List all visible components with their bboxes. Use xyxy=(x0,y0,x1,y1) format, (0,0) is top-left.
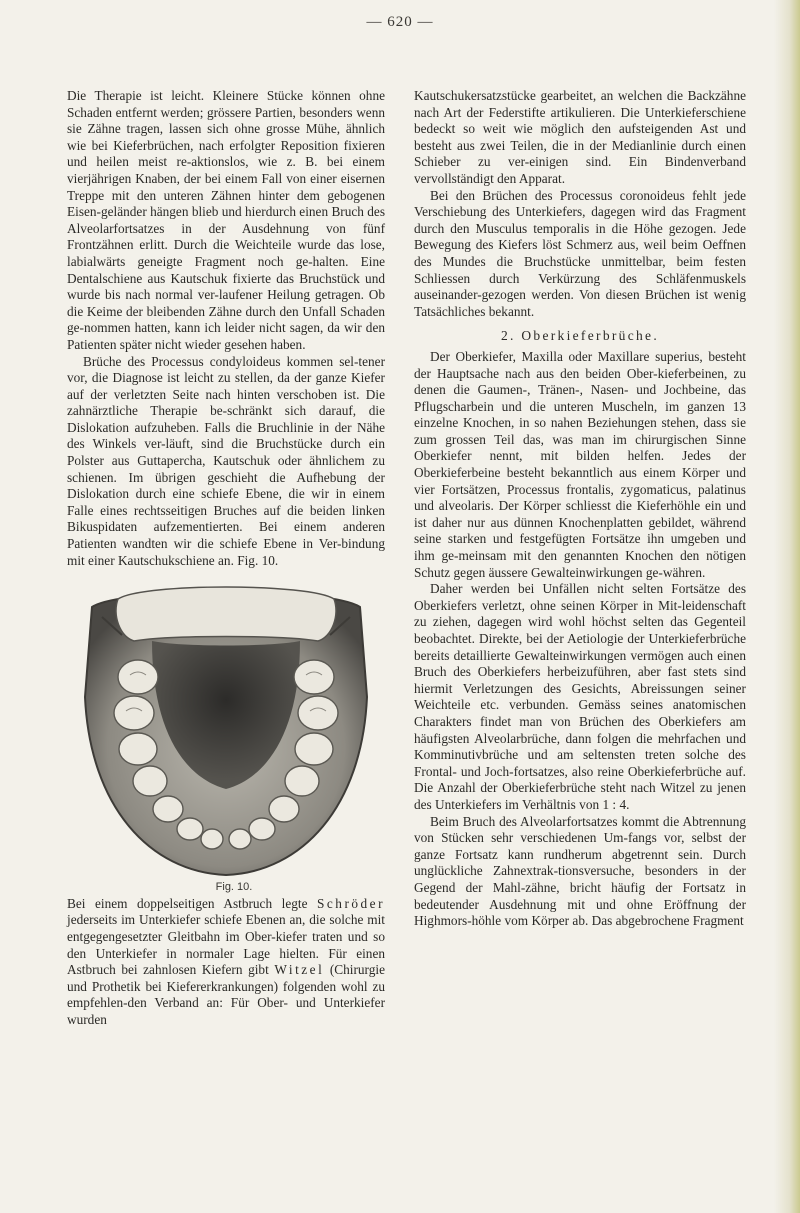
section-heading: 2. Oberkieferbrüche. xyxy=(500,328,660,344)
right-column xyxy=(414,88,746,930)
left-column xyxy=(67,88,385,1029)
paragraph: Kautschukersatzstücke gearbeitet, an welchen die Backzähne nach Art der Federstifte artikulieren. Die Unterkieferschiene bedeckt so weit wie möglich den aufsteigenden Ast und besteht aus zwei Teilen, die in der Medianlinie durch einen Schieber zu ver-einigen sind. Ein Bindenverband vervollständigt den Apparat. xyxy=(414,88,746,186)
figure-10-jaw-splint xyxy=(82,577,370,877)
paragraph: Die Therapie ist leicht. Kleinere Stücke können ohne Schaden entfernt werden; grössere Partien, besonders wenn sie Zähne tragen, lassen sich ohne grosse Mühe, ähnlich wie bei Kieferbrüchen, nach erfolgter Reposition fixieren und heilen meist re-aktionslos, wie z. B. bei einem vierjährigen Knaben, der bei einem Fall von einer eisernen Treppe mit den unteren Zähnen hinter dem gebogenen Eisen-geländer hängen blieb und hierdurch einen Bruch des Alveolarfortsatzes in der Ausdehnung von fünf Frontzähnen erlitt. Durch die Weichteile wurde das lose, labialwärts geneigte Fragment noch ge-halten. Eine Dentalschiene aus Kautschuk fixierte das Bruchstück und wurde bis nach normal ver-laufener Heilung getragen. Ob die Keime der bleibenden Zähne durch den Unfall Schaden ge-nommen hatten, kann ich leider nicht sagen, da wir den Patienten später nicht wieder gesehen haben. xyxy=(67,88,385,352)
paragraph: Beim Bruch des Alveolarfortsatzes kommt die Abtrennung von Stücken sehr verschiedenen Um-fangs vor, selbst der ganze Fortsatz kann rundherum abgetrennt sein. Durch unglückliche Zahnextrak-tionsversuche, besonders in der Gegend der Mahl-zähne, bricht häufig der Fortsatz in bedeutender Ausdehnung mit und ohne Eröffnung der Highmors-höhle vom Körper ab. Das abgebrochene Fragment xyxy=(414,813,746,929)
paragraph: Bei den Brüchen des Processus coronoideus fehlt jede Verschiebung des Unterkiefers, dagegen wird das Fragment durch den Musculus temporalis in die Höhe gezogen. Jede Bewegung des Kiefers löst Schmerz aus, weil beim Oeffnen des Mundes die Bruchstücke unmittelbar, beim festen Schliessen durch Verkürzung des Schläfenmuskels auseinander-gezogen werden. Von diesen Brüchen ist wenig Tatsächliches bekannt. xyxy=(414,187,746,319)
paragraph xyxy=(67,896,385,1029)
page-number: — 620 — xyxy=(366,14,434,30)
paragraph: Brüche des Processus condyloideus kommen sel-tener vor, die Diagnose ist leicht zu stellen, da der ganze Kiefer auf der verletzten Seite nach hinten verschoben ist. Die zahnärztliche Therapie be-schränkt sich darauf, die Dislokation aufzuheben. Falls die Bruchlinie in der Nähe des Winkels ver-läuft, sind die Bruchstücke durch ein Polster aus Guttapercha, Kautschuk oder ähnlichem zu schienen. Im übrigen geschieht die Aufhebung der Dislokation durch eine schiefe Ebene, die wir in einem Falle eines rechtsseitigen Bruches auf die beiden linken Bikuspidaten aufzementierten. Bei einem anderen Patienten wandten wir die schiefe Ebene in Ver-bindung mit einer Kautschukschiene an. Fig. 10. xyxy=(67,353,385,568)
author-name: Witzel xyxy=(274,962,325,978)
page-edge-shadow xyxy=(774,0,800,1213)
text-run: jederseits im Unterkiefer schiefe Ebenen an, die solche mit entgegengesetzter Gleitbahn im Ober-kiefer traten und so den Unterkiefer in normaler Lage hielten. Für einen Astbruch bei zahnlosen Kiefern gibt xyxy=(67,912,385,978)
figure-caption: Fig. 10. xyxy=(215,881,253,894)
text-run: (Chirurgie und Prothetik bei Kiefererkrankungen) folgenden wohl zu empfehlen-den Verband an: Für Ober- und Unterkiefer wurden xyxy=(67,962,385,1027)
text-run: Bei einem doppelseitigen Astbruch legte xyxy=(67,895,317,911)
paragraph: Der Oberkiefer, Maxilla oder Maxillare superius, besteht der Hauptsache nach aus den beiden Ober-kieferbeinen, zu denen die Gaumen-, Tränen-, Nasen- und Jochbeine, das Pflugscharbein und die unteren Muscheln, im ganzen 13 einzelne Knochen, in so nahen Beziehungen stehen, dass sie zum grossen Teil das, was man im chirurgischen Sinne Oberkiefer nennt, mit bilden helfen. Jedes der Oberkieferbeine besteht bekanntlich aus einem Körper und vier Fortsätzen, Processus frontalis, zygomaticus, palatinus und alveolaris. Der Körper schliesst die Kieferhöhle ein und ist daher nur aus dünnen Knochenplatten gebildet, während seine starken und festgefügten Fortsätze ihn umgeben und ihm ge-meinsam mit den genannten Knochen den nötigen Schutz gegen äussere Gewalteinwirkungen ge-währen. xyxy=(414,348,746,580)
paragraph: Daher werden bei Unfällen nicht selten Fortsätze des Oberkiefers verletzt, ohne seinen Körper in Mit-leidenschaft zu ziehen, dagegen wird wohl höchst selten das Gegenteil beobachtet. Direkte, bei der Aetiologie der Unterkieferbrüche bereits detaillierte Gewalteinwirkungen vermögen auch einen Bruch des Oberkiefers herbeizuführen, aber fast stets sind hiermit Verletzungen des Gesichts, Abreissungen seiner Weichteile etc. verbunden. Gemäss seines anatomischen Charakters findet man von Brüchen des Oberkiefers am häufigsten Alveolarbrüche, dann folgen die mehrfachen und Komminutivbrüche und am seltensten treten solche des Frontal- und Joch-fortsatzes, also reine Oberkieferbrüche auf. Die Anzahl der Oberkieferbrüche steht nach Witzel zu jenen des Unterkiefers im Verhältnis von 1 : 4. xyxy=(414,581,746,812)
jaw-illustration xyxy=(82,577,370,877)
author-name: Schröder xyxy=(317,895,385,911)
